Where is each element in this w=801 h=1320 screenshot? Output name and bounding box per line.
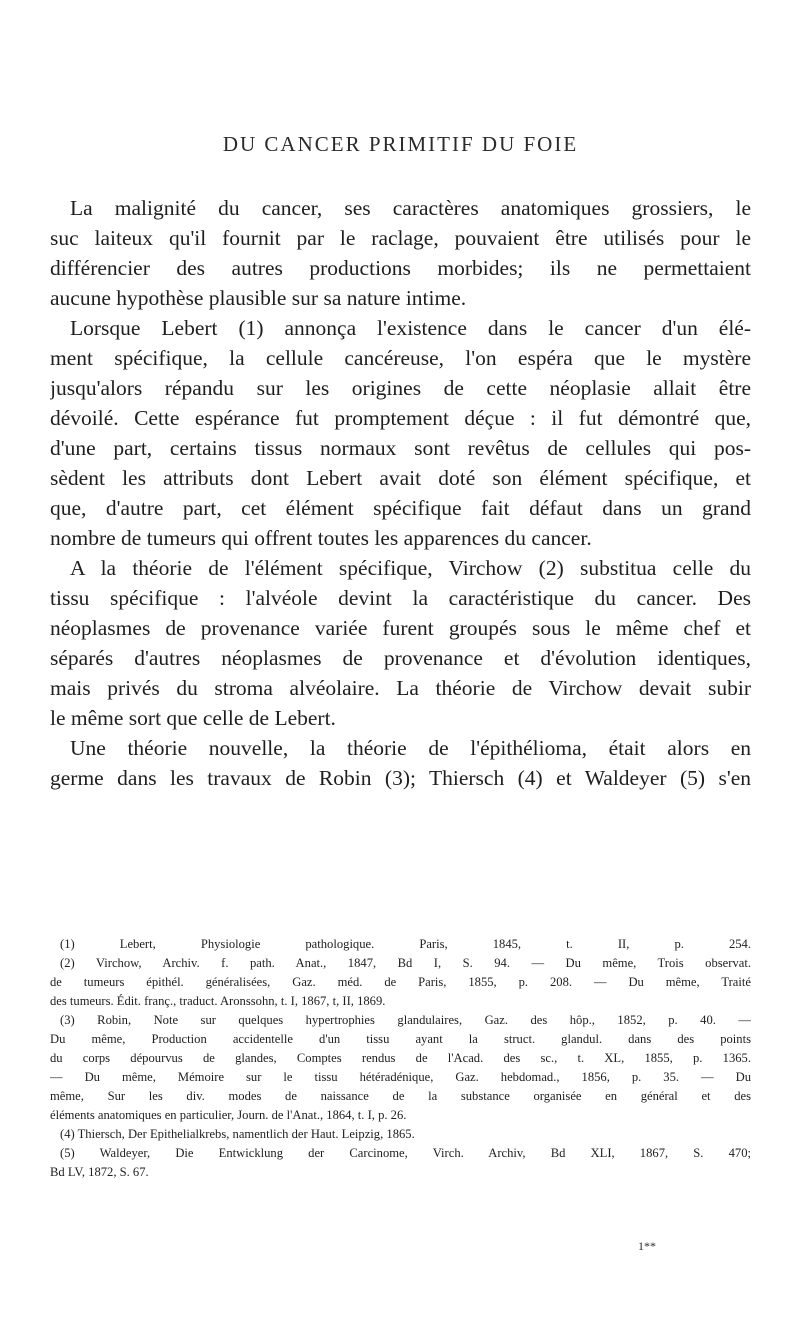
body-line: dévoilé. Cette espérance fut promptement déçue : il fut démontré que, [50, 406, 751, 430]
body-line: A la théorie de l'élément spécifique, Virchow (2) substitua celle du [70, 556, 751, 580]
body-line: La malignité du cancer, ses caractères anatomiques grossiers, le [70, 196, 751, 220]
body-line: suc laiteux qu'il fournit par le raclage, pouvaient être utilisés pour le [50, 226, 751, 250]
footnote-line: (1) Lebert, Physiologie pathologique. Paris, 1845, t. II, p. 254. [60, 937, 751, 951]
footnote-line: (3) Robin, Note sur quelques hypertrophies glandulaires, Gaz. des hôp., 1852, p. 40. — [60, 1013, 751, 1027]
footnote-line: Bd LV, 1872, S. 67. [50, 1165, 149, 1179]
footnote-line: (5) Waldeyer, Die Entwicklung der Carcinome, Virch. Archiv, Bd XLI, 1867, S. 470; [60, 1146, 751, 1160]
footnote-line: du corps dépourvus de glandes, Comptes rendus de l'Acad. des sc., t. XL, 1855, p. 1365. [50, 1051, 751, 1065]
body-line: différencier des autres productions morbides; ils ne permettaient [50, 256, 751, 280]
body-line: nombre de tumeurs qui offrent toutes les apparences du cancer. [50, 526, 592, 550]
body-line: néoplasmes de provenance variée furent groupés sous le même chef et [50, 616, 751, 640]
body-line: le même sort que celle de Lebert. [50, 706, 336, 730]
signature-mark: 1** [638, 1239, 656, 1253]
body-line: séparés d'autres néoplasmes de provenance et d'évolution identiques, [50, 646, 751, 670]
footnotes [50, 935, 751, 1182]
body-line: mais privés du stroma alvéolaire. La théorie de Virchow devait subir [50, 676, 751, 700]
body-line: germe dans les travaux de Robin (3); Thiersch (4) et Waldeyer (5) s'en [50, 766, 751, 790]
body-line: jusqu'alors répandu sur les origines de cette néoplasie allait être [50, 376, 751, 400]
body-line: Lorsque Lebert (1) annonça l'existence dans le cancer d'un élé- [70, 316, 751, 340]
body-text [50, 193, 751, 793]
body-line: d'une part, certains tissus normaux sont revêtus de cellules qui pos- [50, 436, 751, 460]
footnote-line: même, Sur les div. modes de naissance de la substance organisée en général et des [50, 1089, 751, 1103]
body-line: que, d'autre part, cet élément spécifique fait défaut dans un grand [50, 496, 751, 520]
footnote-line: des tumeurs. Édit. franç., traduct. Aronssohn, t. I, 1867, t, II, 1869. [50, 994, 386, 1008]
footnote-line: (2) Virchow, Archiv. f. path. Anat., 1847, Bd I, S. 94. — Du même, Trois observat. [60, 956, 751, 970]
footnote-line: (4) Thiersch, Der Epithelialkrebs, namentlich der Haut. Leipzig, 1865. [60, 1127, 415, 1141]
footnote-line: éléments anatomiques en particulier, Journ. de l'Anat., 1864, t. I, p. 26. [50, 1108, 407, 1122]
page-header: DU CANCER PRIMITIF DU FOIE [222, 132, 579, 156]
footnote-line: de tumeurs épithél. généralisées, Gaz. méd. de Paris, 1855, p. 208. — Du même, Traité [50, 975, 751, 989]
body-line: sèdent les attributs dont Lebert avait doté son élément spécifique, et [50, 466, 751, 490]
body-line: aucune hypothèse plausible sur sa nature intime. [50, 286, 467, 310]
body-line: tissu spécifique : l'alvéole devint la caractéristique du cancer. Des [50, 586, 751, 610]
body-line: Une théorie nouvelle, la théorie de l'épithélioma, était alors en [70, 736, 751, 760]
footnote-line: — Du même, Mémoire sur le tissu hétéradénique, Gaz. hebdomad., 1856, p. 35. — Du [50, 1070, 751, 1084]
body-line: ment spécifique, la cellule cancéreuse, l'on espéra que le mystère [50, 346, 751, 370]
footnote-line: Du même, Production accidentelle d'un tissu ayant la struct. glandul. dans des points [50, 1032, 751, 1046]
